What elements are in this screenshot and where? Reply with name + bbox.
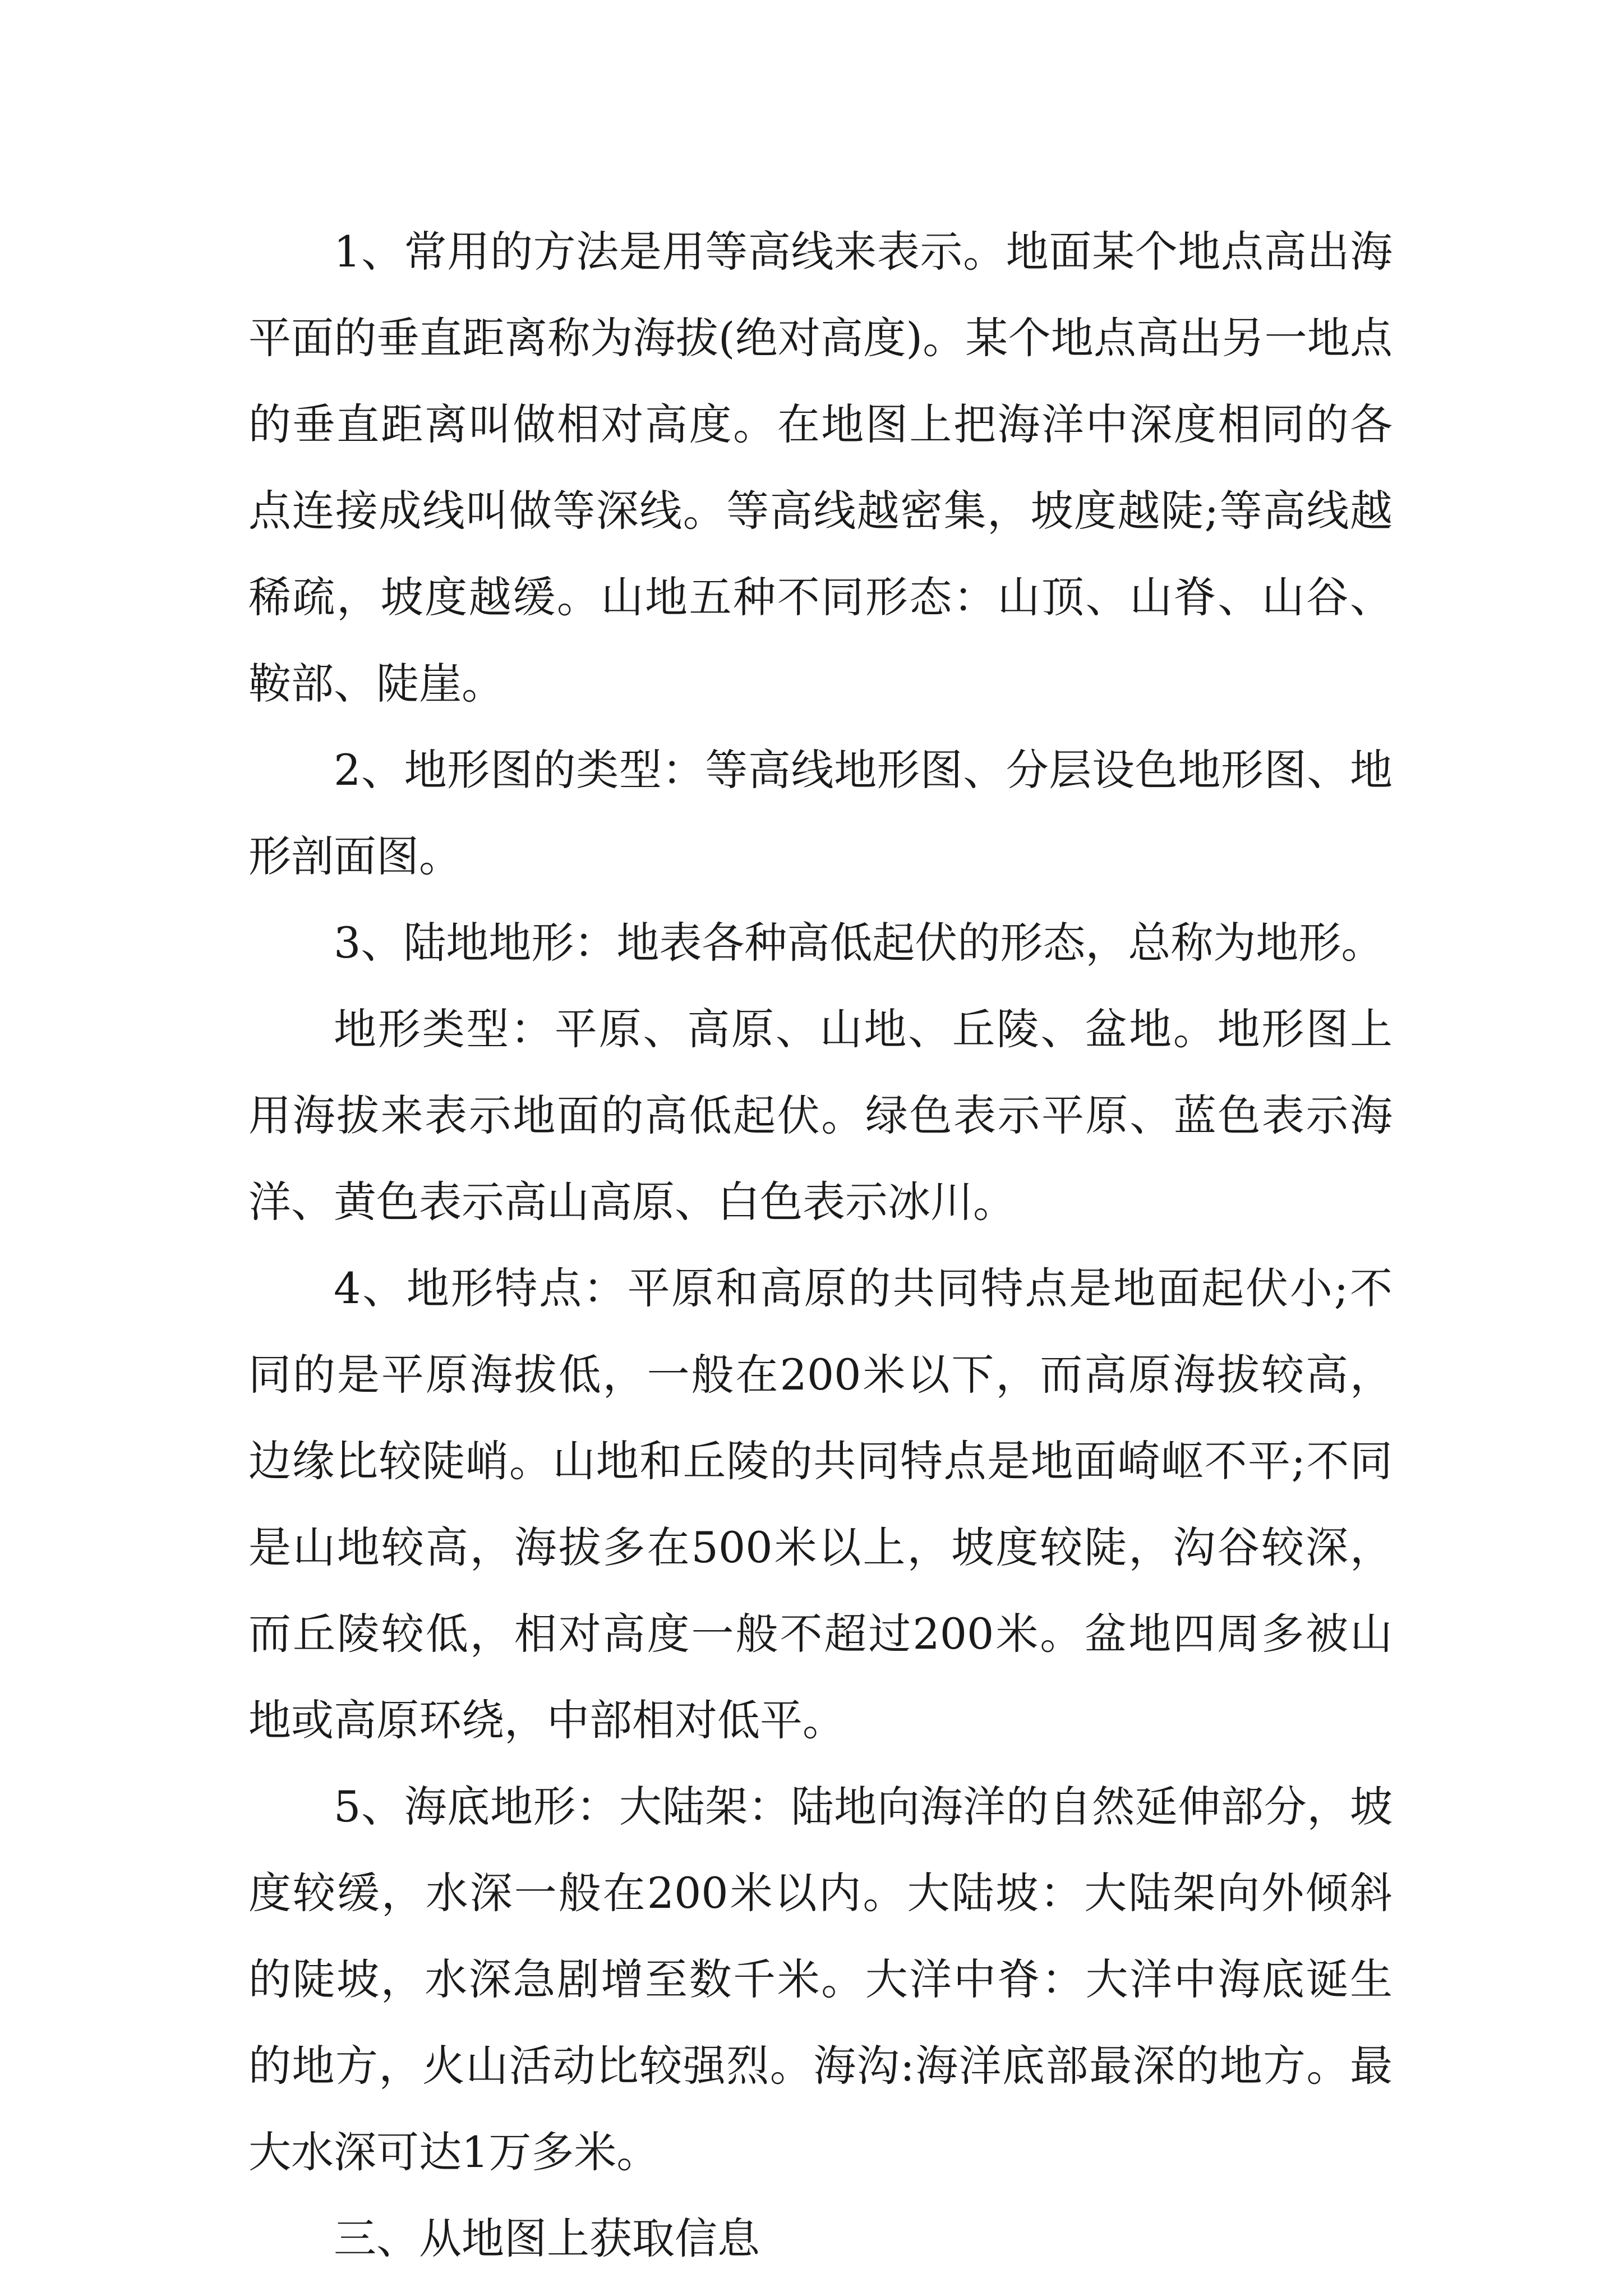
paragraph-terrain-types: 地形类型：平原、高原、山地、丘陵、盆地。地形图上用海拔来表示地面的高低起伏。绿色表示平原、蓝色表示海洋、黄色表示高山高原、白色表示冰川。 <box>248 1004 1393 1227</box>
paragraph-map-types: 2、地形图的类型：等高线地形图、分层设色地形图、地形剖面图。 <box>248 745 1393 881</box>
paragraph-seabed-terrain: 5、海底地形：大陆架：陆地向海洋的自然延伸部分，坡度较缓，水深一般在200米以内。大陆坡：大陆架向外倾斜的陡坡，水深急剧增至数千米。大洋中脊：大洋中海底诞生的地方，火山活动比较强烈。海沟:海洋底部最深的地方。最大水深可达1万多米。 <box>248 1782 1393 2177</box>
paragraph-contour-lines: 1、常用的方法是用等高线来表示。地面某个地点高出海平面的垂直距离称为海拔(绝对高度)。某个地点高出另一地点的垂直距离叫做相对高度。在地图上把海洋中深度相同的各点连接成线叫做等深线。等高线越密集，坡度越陡;等高线越稀疏，坡度越缓。山地五种不同形态：山顶、山脊、山谷、鞍部、陡崖。 <box>248 227 1393 708</box>
document-body <box>248 209 1393 2282</box>
paragraph-terrain-features: 4、地形特点：平原和高原的共同特点是地面起伏小;不同的是平原海拔低，一般在200米以下，而高原海拔较高，边缘比较陡峭。山地和丘陵的共同特点是地面崎岖不平;不同是山地较高，海拔多在500米以上，坡度较陡，沟谷较深，而丘陵较低，相对高度一般不超过200米。盆地四周多被山地或高原环绕，中部相对低平。 <box>248 1263 1393 1745</box>
paragraph-land-terrain: 3、陆地地形：地表各种高低起伏的形态，总称为地形。 <box>334 918 1384 968</box>
section-heading-map-info: 三、从地图上获取信息 <box>334 2214 760 2263</box>
